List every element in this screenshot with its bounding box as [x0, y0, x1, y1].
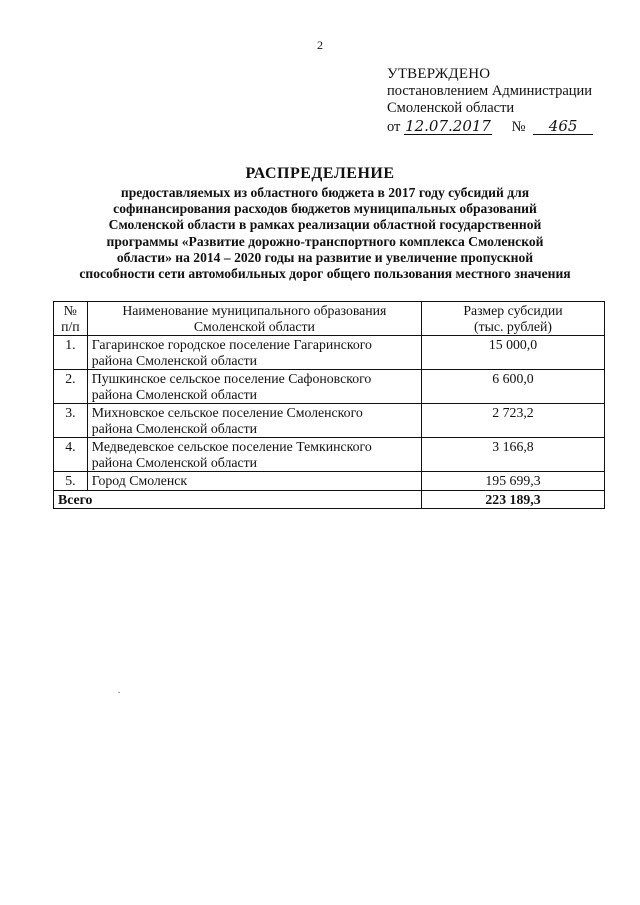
subtitle-line: софинансирования расходов бюджетов муниципальных образований — [113, 201, 537, 217]
header-amount — [422, 302, 605, 336]
header-name-line2: Смоленской области — [193, 318, 315, 334]
document-title: РАСПРЕДЕЛЕНИЕ — [245, 165, 395, 182]
header-num — [54, 302, 88, 336]
row-name-line1: Гагаринское городское поселение Гагаринского — [91, 337, 372, 352]
handwritten-number: 465 — [533, 118, 593, 135]
row-name-line2: района Смоленской области — [91, 454, 258, 470]
approval-line-2: Смоленской области — [387, 100, 515, 116]
table-row — [54, 404, 605, 438]
approval-date-number — [387, 118, 627, 136]
total-label: Всего — [54, 490, 422, 509]
subtitle-line: Смоленской области в рамках реализации областной государственной — [108, 217, 542, 233]
row-name-line1: Пушкинское сельское поселение Сафоновского — [91, 371, 372, 386]
row-num: 4. — [54, 438, 88, 472]
header-num-line1: № — [63, 303, 77, 318]
row-name-line1: Михновское сельское поселение Смоленского — [91, 405, 363, 420]
row-name-line2: района Смоленской области — [91, 352, 258, 368]
row-name — [87, 404, 421, 438]
row-name-line2: района Смоленской области — [91, 420, 258, 436]
row-name-line1: Город Смоленск — [91, 473, 188, 488]
approval-line-1: постановлением Администрации — [387, 83, 593, 99]
subtitle-line: области» на 2014 – 2020 годы на развитие и увеличение пропускной — [116, 249, 534, 265]
header-name — [87, 302, 421, 336]
row-name — [87, 438, 421, 472]
table-row — [54, 438, 605, 472]
row-amount: 195 699,3 — [422, 472, 605, 491]
handwritten-date: 12.07.2017 — [405, 117, 491, 135]
table-total-row — [54, 490, 605, 509]
row-name-line1: Медведевское сельское поселение Темкинского — [91, 439, 372, 454]
header-amount-line1: Размер субсидии — [463, 303, 563, 318]
distribution-table — [53, 301, 605, 509]
row-name — [87, 370, 421, 404]
table-row — [54, 336, 605, 370]
number-sign: № — [511, 119, 526, 135]
total-amount: 223 189,3 — [422, 490, 605, 509]
document-subtitle — [40, 185, 610, 282]
table-row — [54, 370, 605, 404]
header-name-line1: Наименование муниципального образования — [122, 303, 387, 318]
row-name — [87, 336, 421, 370]
row-name — [87, 472, 421, 491]
row-num: 3. — [54, 404, 88, 438]
subtitle-line: предоставляемых из областного бюджета в 2017 году субсидий для — [120, 185, 530, 200]
approved-heading: УТВЕРЖДЕНО — [387, 66, 491, 82]
row-num: 5. — [54, 472, 88, 491]
date-prefix: от — [387, 119, 401, 135]
subtitle-line: способности сети автомобильных дорог общего пользования местного значения — [79, 266, 571, 282]
approval-stamp — [387, 66, 627, 136]
header-num-line2: п/п — [61, 318, 80, 334]
row-num: 2. — [54, 370, 88, 404]
table-row — [54, 472, 605, 491]
row-amount: 6 600,0 — [422, 370, 605, 404]
page-number: 2 — [317, 38, 323, 52]
row-amount: 3 166,8 — [422, 438, 605, 472]
header-amount-line2: (тыс. рублей) — [473, 318, 552, 334]
row-amount: 2 723,2 — [422, 404, 605, 438]
subtitle-line: программы «Развитие дорожно-транспортного комплекса Смоленской — [106, 233, 544, 249]
row-name-line2: района Смоленской области — [91, 386, 258, 402]
scan-speck — [118, 692, 120, 693]
row-num: 1. — [54, 336, 88, 370]
table-header-row — [54, 302, 605, 336]
row-amount: 15 000,0 — [422, 336, 605, 370]
